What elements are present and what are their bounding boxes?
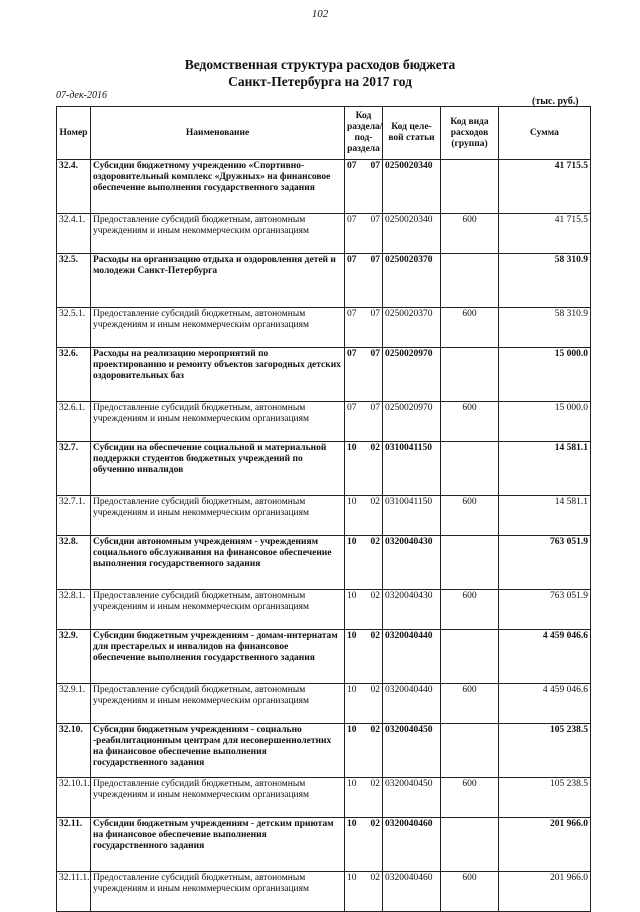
row-subsection: 02 [370, 685, 380, 695]
row-name: Предоставление субсидий бюджетным, автономным учреждениям и иным некоммерческим организациям [91, 872, 345, 912]
row-target-code: 0310041150 [383, 442, 441, 496]
row-number: 32.9.1. [57, 684, 91, 724]
row-expense-kind: 600 [441, 214, 499, 254]
row-subsection: 07 [370, 215, 380, 225]
row-subsection: 02 [370, 443, 380, 453]
row-sum: 763 051.9 [499, 536, 591, 590]
row-sum: 763 051.9 [499, 590, 591, 630]
row-sum: 41 715.5 [499, 214, 591, 254]
row-target-code: 0250020970 [383, 402, 441, 442]
row-section: 10 [347, 685, 357, 695]
row-expense-kind [441, 160, 499, 214]
table-row [57, 496, 591, 536]
document-title [0, 56, 640, 90]
row-subsection: 02 [370, 537, 380, 547]
row-section-code [345, 590, 383, 630]
row-name: Предоставление субсидий бюджетным, автономным учреждениям и иным некоммерческим организациям [91, 684, 345, 724]
row-sum: 41 715.5 [499, 160, 591, 214]
title-line-2: Санкт-Петербурга на 2017 год [228, 74, 412, 89]
header-target-code: Код целе- вой статьи [383, 107, 441, 160]
row-expense-kind: 600 [441, 872, 499, 912]
row-section: 10 [347, 443, 357, 453]
table-row [57, 724, 591, 778]
row-target-code: 0320040440 [383, 630, 441, 684]
row-section: 10 [347, 873, 357, 883]
row-number: 32.8. [57, 536, 91, 590]
row-expense-kind [441, 254, 499, 308]
row-section-code [345, 402, 383, 442]
row-name: Предоставление субсидий бюджетным, автономным учреждениям и иным некоммерческим организациям [91, 778, 345, 818]
row-name: Субсидии бюджетным учреждениям - домам-интернатам для престарелых и инвалидов на финансовое обеспечение выполнения государственного задания [91, 630, 345, 684]
row-sum: 105 238.5 [499, 724, 591, 778]
table-row [57, 160, 591, 214]
row-number: 32.4. [57, 160, 91, 214]
table-row [57, 630, 591, 684]
row-target-code: 0320040460 [383, 872, 441, 912]
row-subsection: 02 [370, 631, 380, 641]
row-name: Предоставление субсидий бюджетным, автономным учреждениям и иным некоммерческим организациям [91, 590, 345, 630]
row-number: 32.6. [57, 348, 91, 402]
row-name: Предоставление субсидий бюджетным, автономным учреждениям и иным некоммерческим организациям [91, 308, 345, 348]
row-subsection: 02 [370, 591, 380, 601]
row-section: 07 [347, 161, 357, 171]
header-sum: Сумма [499, 107, 591, 160]
row-expense-kind: 600 [441, 402, 499, 442]
row-sum: 14 581.1 [499, 496, 591, 536]
row-expense-kind: 600 [441, 496, 499, 536]
row-target-code: 0320040450 [383, 778, 441, 818]
row-section-code [345, 348, 383, 402]
row-subsection: 07 [370, 349, 380, 359]
row-number: 32.5.1. [57, 308, 91, 348]
row-number: 32.10.1. [57, 778, 91, 818]
row-section: 07 [347, 309, 357, 319]
row-expense-kind: 600 [441, 778, 499, 818]
row-section-code [345, 496, 383, 536]
header-expense-kind: Код вида расходов (группа) [441, 107, 499, 160]
row-number: 32.10. [57, 724, 91, 778]
row-section-code [345, 724, 383, 778]
row-target-code: 0320040440 [383, 684, 441, 724]
row-section-code [345, 308, 383, 348]
row-sum: 105 238.5 [499, 778, 591, 818]
row-number: 32.11.1. [57, 872, 91, 912]
row-section: 10 [347, 497, 357, 507]
row-name: Предоставление субсидий бюджетным, автономным учреждениям и иным некоммерческим организациям [91, 496, 345, 536]
table-row [57, 590, 591, 630]
row-name: Расходы на организацию отдыха и оздоровления детей и молодежи Санкт-Петербурга [91, 254, 345, 308]
row-subsection: 02 [370, 497, 380, 507]
row-section-code [345, 872, 383, 912]
title-line-1: Ведомственная структура расходов бюджета [184, 57, 456, 72]
row-target-code: 0310041150 [383, 496, 441, 536]
row-section-code [345, 630, 383, 684]
budget-table [56, 106, 591, 912]
page-number: 102 [311, 8, 329, 20]
row-section: 10 [347, 631, 357, 641]
row-name: Субсидии бюджетным учреждениям - детским приютам на финансовое обеспечение выполнения государственного задания [91, 818, 345, 872]
row-expense-kind [441, 818, 499, 872]
row-subsection: 02 [370, 725, 380, 735]
row-target-code: 0320040430 [383, 590, 441, 630]
row-section: 07 [347, 403, 357, 413]
row-sum: 58 310.9 [499, 308, 591, 348]
row-sum: 201 966.0 [499, 872, 591, 912]
table-row [57, 348, 591, 402]
row-number: 32.9. [57, 630, 91, 684]
row-name: Субсидии бюджетным учреждениям - социально -реабилитационным центрам для несовершеннолетних на финансовое обеспечение выполнения государственного задания [91, 724, 345, 778]
row-section: 10 [347, 591, 357, 601]
row-target-code: 0250020340 [383, 160, 441, 214]
row-name: Субсидии бюджетному учреждению «Спортивно-оздоровительный комплекс «Дружных» на финансовое обеспечение выполнения государственного задания [91, 160, 345, 214]
row-section-code [345, 778, 383, 818]
row-sum: 14 581.1 [499, 442, 591, 496]
header-section-code: Код раздела/ под- раздела [345, 107, 383, 160]
row-section-code [345, 818, 383, 872]
row-target-code: 0250020340 [383, 214, 441, 254]
row-target-code: 0320040450 [383, 724, 441, 778]
row-subsection: 02 [370, 779, 380, 789]
row-sum: 4 459 046.6 [499, 684, 591, 724]
row-section: 07 [347, 215, 357, 225]
row-expense-kind: 600 [441, 590, 499, 630]
row-expense-kind [441, 536, 499, 590]
header-name: Наименование [91, 107, 345, 160]
row-target-code: 0320040460 [383, 818, 441, 872]
table-row [57, 684, 591, 724]
document-date: 07-дек-2016 [56, 90, 107, 101]
table-row [57, 214, 591, 254]
row-section-code [345, 684, 383, 724]
row-sum: 201 966.0 [499, 818, 591, 872]
row-target-code: 0320040430 [383, 536, 441, 590]
row-section-code [345, 254, 383, 308]
table-row [57, 872, 591, 912]
row-number: 32.7.1. [57, 496, 91, 536]
row-target-code: 0250020370 [383, 254, 441, 308]
table-row [57, 254, 591, 308]
row-number: 32.4.1. [57, 214, 91, 254]
row-expense-kind [441, 442, 499, 496]
table-header-row [57, 107, 591, 160]
row-expense-kind [441, 630, 499, 684]
row-section-code [345, 160, 383, 214]
row-sum: 4 459 046.6 [499, 630, 591, 684]
row-name: Субсидии на обеспечение социальной и материальной поддержки студентов бюджетных учреждений по обучению инвалидов [91, 442, 345, 496]
table-row [57, 778, 591, 818]
unit-label: (тыс. руб.) [532, 96, 579, 107]
row-sum: 15 000.0 [499, 348, 591, 402]
row-sum: 58 310.9 [499, 254, 591, 308]
table-row [57, 818, 591, 872]
row-subsection: 02 [370, 819, 380, 829]
row-expense-kind: 600 [441, 308, 499, 348]
table-row [57, 402, 591, 442]
row-name: Субсидии автономным учреждениям - учреждениям социального обслуживания на финансовое обеспечение выполнения государственного задания [91, 536, 345, 590]
header-number: Номер [57, 107, 91, 160]
row-target-code: 0250020970 [383, 348, 441, 402]
row-expense-kind [441, 724, 499, 778]
row-name: Предоставление субсидий бюджетным, автономным учреждениям и иным некоммерческим организациям [91, 402, 345, 442]
row-subsection: 07 [370, 255, 380, 265]
row-subsection: 07 [370, 309, 380, 319]
row-section: 10 [347, 537, 357, 547]
row-section-code [345, 214, 383, 254]
row-section: 10 [347, 819, 357, 829]
row-number: 32.7. [57, 442, 91, 496]
row-number: 32.6.1. [57, 402, 91, 442]
row-subsection: 02 [370, 873, 380, 883]
row-subsection: 07 [370, 161, 380, 171]
row-name: Расходы на реализацию мероприятий по проектированию и ремонту объектов загородных детских оздоровительных баз [91, 348, 345, 402]
table-row [57, 536, 591, 590]
row-section: 07 [347, 349, 357, 359]
row-number: 32.8.1. [57, 590, 91, 630]
row-number: 32.11. [57, 818, 91, 872]
row-expense-kind: 600 [441, 684, 499, 724]
table-row [57, 308, 591, 348]
row-sum: 15 000.0 [499, 402, 591, 442]
row-section: 10 [347, 779, 357, 789]
row-section: 07 [347, 255, 357, 265]
row-section: 10 [347, 725, 357, 735]
row-expense-kind [441, 348, 499, 402]
row-name: Предоставление субсидий бюджетным, автономным учреждениям и иным некоммерческим организациям [91, 214, 345, 254]
row-number: 32.5. [57, 254, 91, 308]
row-target-code: 0250020370 [383, 308, 441, 348]
row-section-code [345, 442, 383, 496]
table-row [57, 442, 591, 496]
row-subsection: 07 [370, 403, 380, 413]
row-section-code [345, 536, 383, 590]
